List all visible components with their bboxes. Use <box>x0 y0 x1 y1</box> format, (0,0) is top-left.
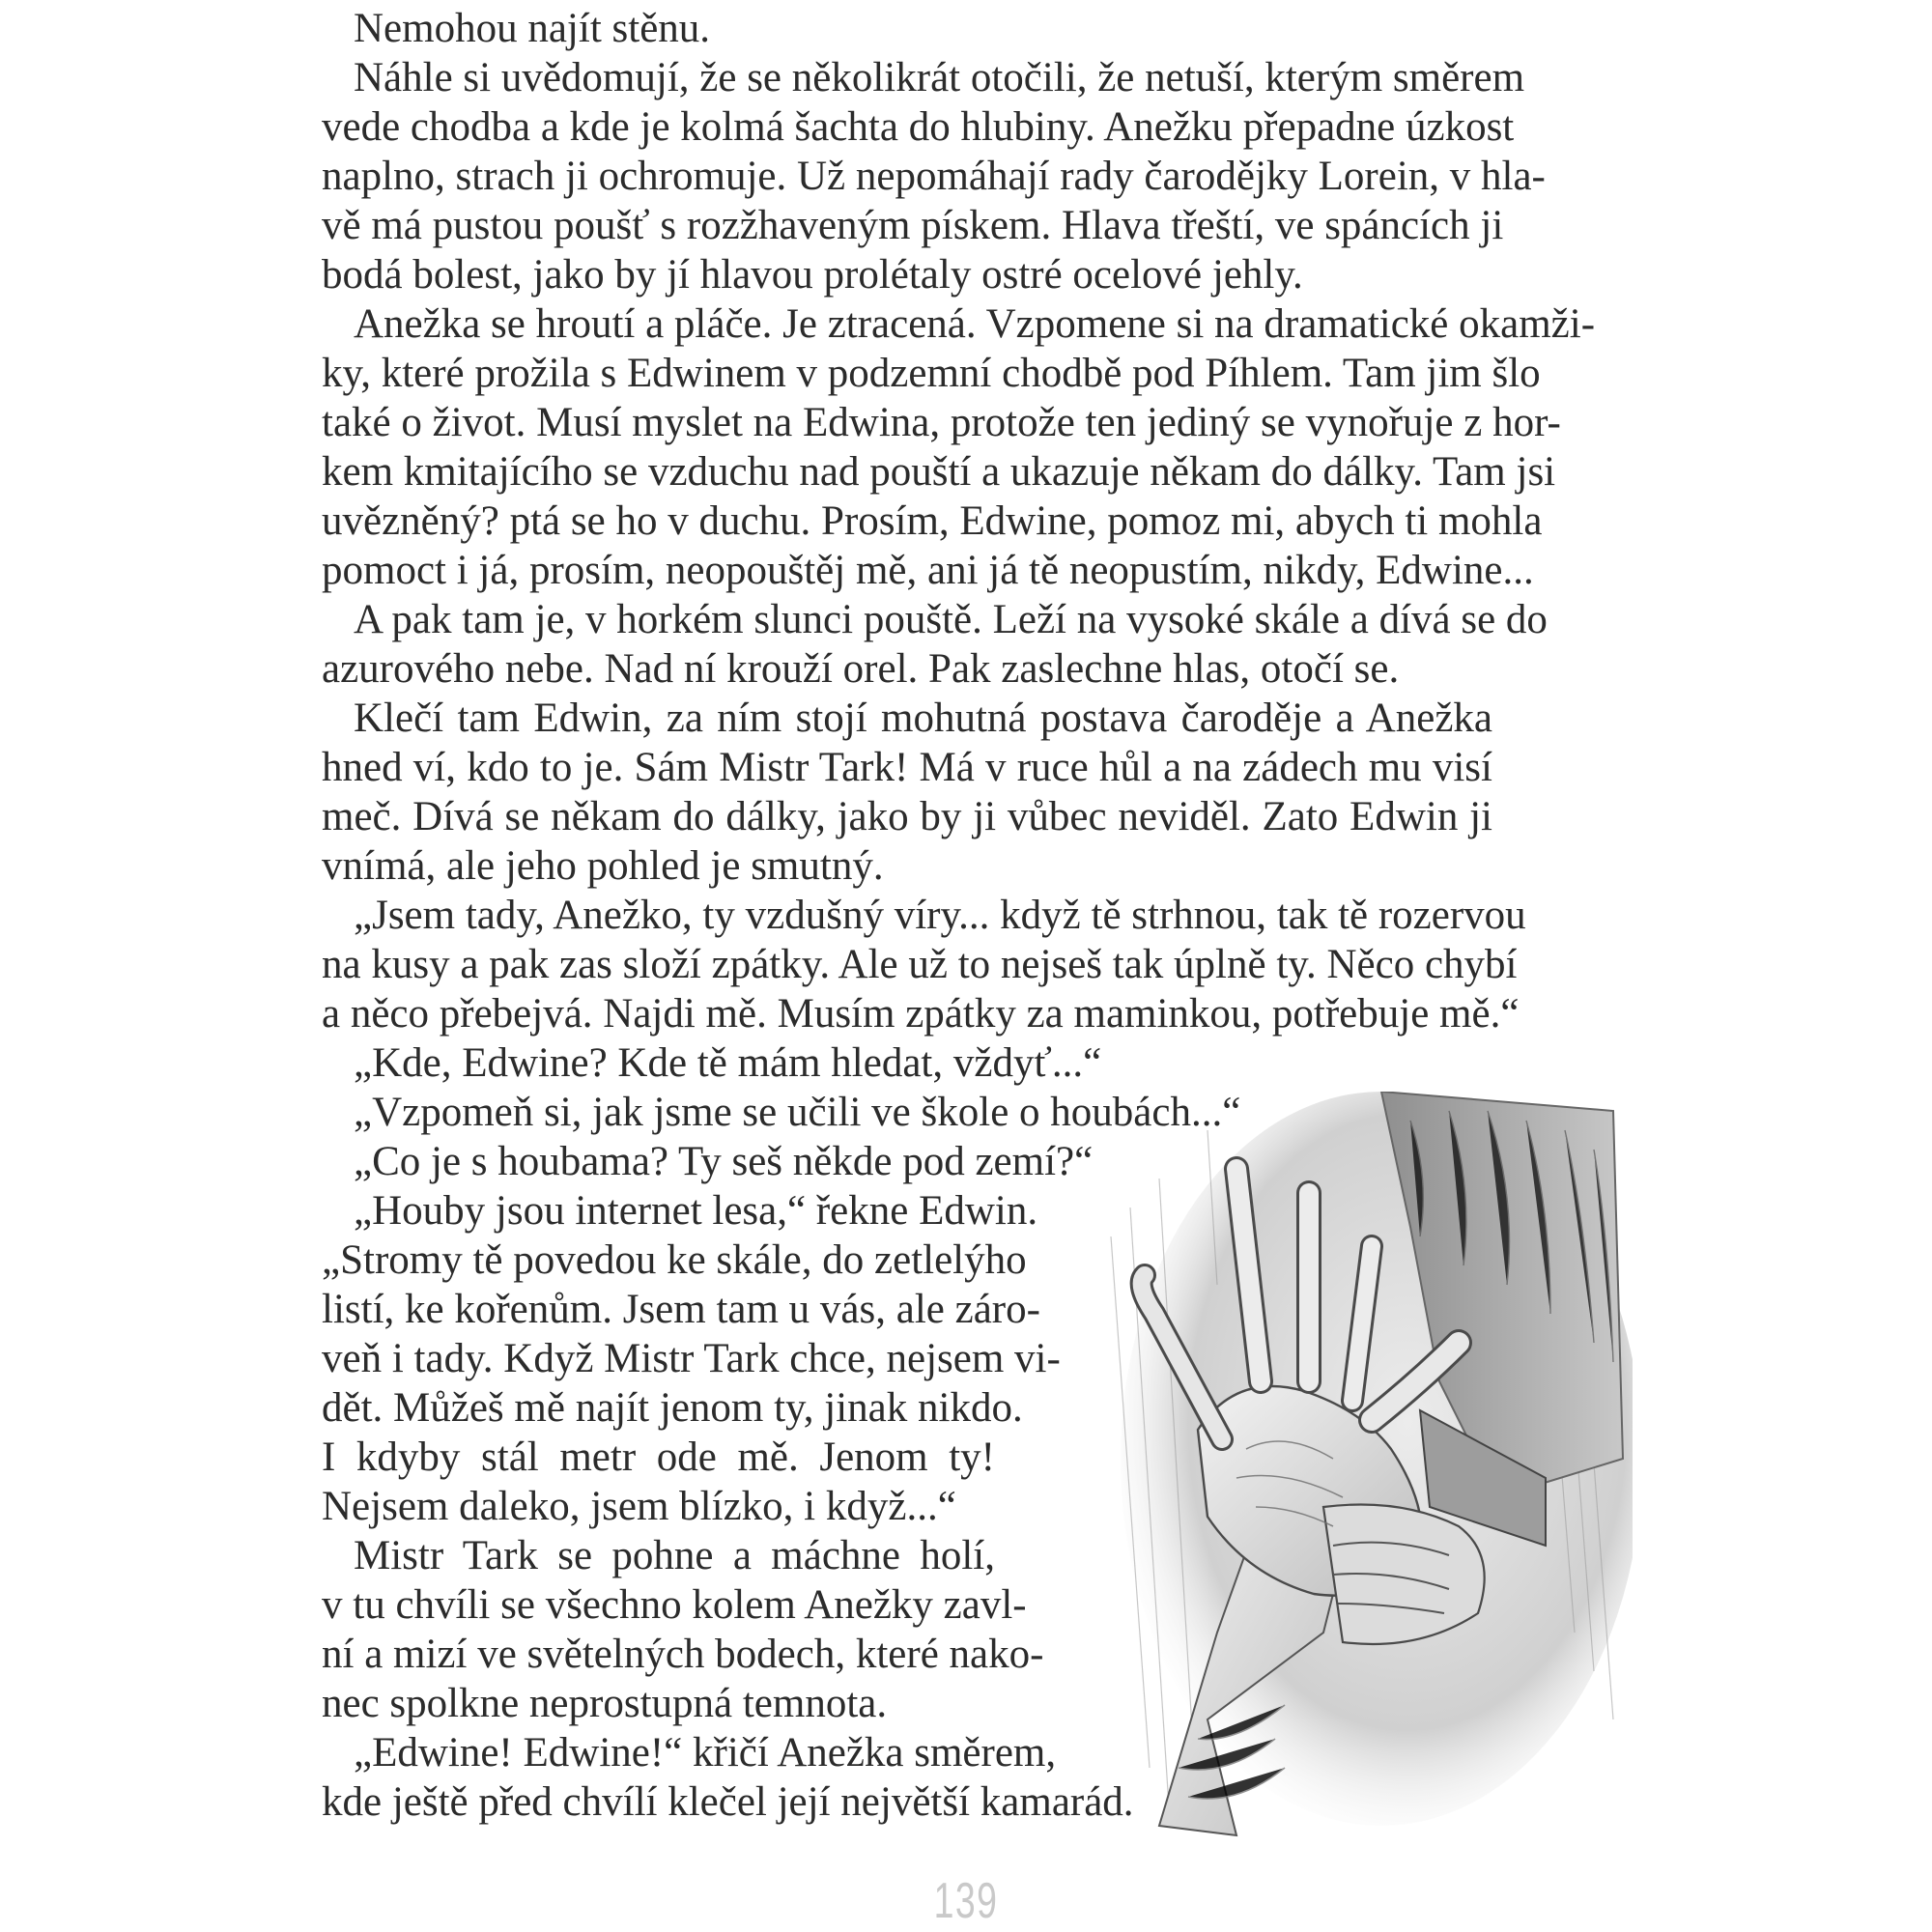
text-line: Nemohou najít stěnu. <box>354 6 711 51</box>
text-line: a něco přebejvá. Najdi mě. Musím zpátky za maminkou, potřebuje mě.“ <box>322 991 1520 1037</box>
text-line: „Houby jsou internet lesa,“ řekne Edwin. <box>354 1188 1038 1234</box>
text-line: Klečí tam Edwin, za ním stojí mohutná postava čaroděje a Anežka <box>354 696 1492 741</box>
text-line: Anežka se hroutí a pláče. Je ztracená. Vzpomene si na dramatické okamži- <box>354 301 1596 347</box>
text-line: pomoct i já, prosím, neopouštěj mě, ani já tě neopustím, nikdy, Edwine... <box>322 548 1534 593</box>
text-line: kem kmitajícího se vzduchu nad pouští a ukazuje někam do dálky. Tam jsi <box>322 449 1556 495</box>
pencil-sketch-icon <box>1092 1092 1633 1855</box>
text-line: „Stromy tě povedou ke skále, do zetlelýho <box>322 1237 1027 1283</box>
text-line: také o život. Musí myslet na Edwina, protože ten jediný se vynořuje z hor- <box>322 400 1561 445</box>
text-line: A pak tam je, v horkém slunci pouště. Leží na vysoké skále a dívá se do <box>354 597 1548 642</box>
text-line: listí, ke kořenům. Jsem tam u vás, ale záro- <box>322 1287 1040 1332</box>
text-line: „Co je s houbama? Ty seš někde pod zemí?“ <box>354 1139 1094 1184</box>
text-line: „Vzpomeň si, jak jsme se učili ve škole o houbách...“ <box>354 1090 1241 1135</box>
text-line: Nejsem daleko, jsem blízko, i když...“ <box>322 1484 956 1529</box>
text-line: dět. Můžeš mě najít jenom ty, jinak nikdo. <box>322 1385 1023 1431</box>
text-line: naplno, strach ji ochromuje. Už nepomáhají rady čarodějky Lorein, v hla- <box>322 154 1546 199</box>
text-line: na kusy a pak zas složí zpátky. Ale už to nejseš tak úplně ty. Něco chybí <box>322 942 1518 987</box>
text-line: Náhle si uvědomují, že se několikrát otočili, že netuší, kterým směrem <box>354 55 1525 100</box>
text-line: vnímá, ale jeho pohled je smutný. <box>322 843 884 889</box>
text-line: Mistr Tark se pohne a máchne holí, <box>354 1533 995 1578</box>
hand-gripping-wrist-illustration <box>1092 1092 1633 1855</box>
text-line: azurového nebe. Nad ní krouží orel. Pak zaslechne hlas, otočí se. <box>322 646 1400 692</box>
text-line: „Edwine! Edwine!“ křičí Anežka směrem, <box>354 1730 1057 1776</box>
text-line: vě má pustou poušť s rozžhaveným pískem. Hlava třeští, ve spáncích ji <box>322 203 1504 248</box>
text-line: uvězněný? ptá se ho v duchu. Prosím, Edwine, pomoz mi, abych ti mohla <box>322 498 1543 544</box>
text-line: nec spolkne neprostupná temnota. <box>322 1681 888 1726</box>
text-line: meč. Dívá se někam do dálky, jako by ji vůbec neviděl. Zato Edwin ji <box>322 794 1492 839</box>
text-line: bodá bolest, jako by jí hlavou prolétaly ostré ocelové jehly. <box>322 252 1303 298</box>
text-line: I kdyby stál metr ode mě. Jenom ty! <box>322 1435 995 1480</box>
text-line: ky, které prožila s Edwinem v podzemní chodbě pod Píhlem. Tam jim šlo <box>322 351 1541 396</box>
text-line: „Kde, Edwine? Kde tě mám hledat, vždyť...“ <box>354 1040 1102 1086</box>
text-line: hned ví, kdo to je. Sám Mistr Tark! Má v ruce hůl a na zádech mu visí <box>322 745 1492 790</box>
text-line: kde ještě před chvílí klečel její největší kamarád. <box>322 1779 1134 1825</box>
text-line: v tu chvíli se všechno kolem Anežky zavl- <box>322 1582 1027 1628</box>
text-line: „Jsem tady, Anežko, ty vzdušný víry... když tě strhnou, tak tě rozervou <box>354 893 1526 938</box>
text-line: veň i tady. Když Mistr Tark chce, nejsem vi- <box>322 1336 1061 1381</box>
page-number: 139 <box>933 1873 999 1929</box>
text-line: ní a mizí ve světelných bodech, které nako- <box>322 1632 1044 1677</box>
text-line: vede chodba a kde je kolmá šachta do hlubiny. Anežku přepadne úzkost <box>322 104 1515 150</box>
